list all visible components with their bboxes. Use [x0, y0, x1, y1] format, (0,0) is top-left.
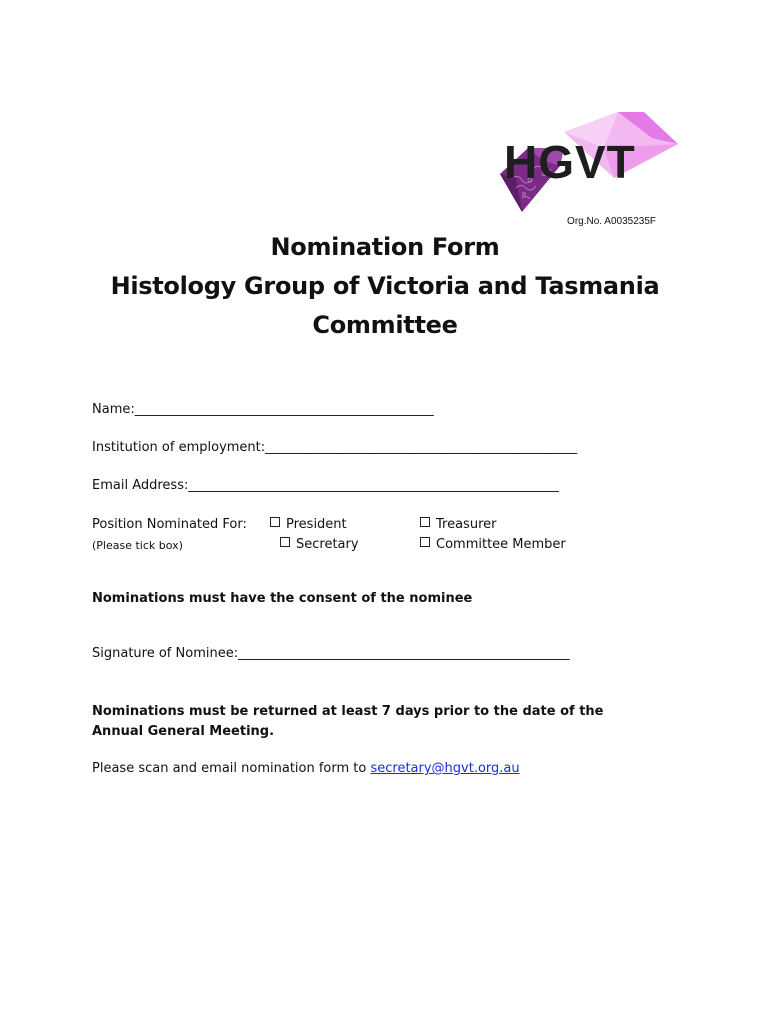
- position-hint: (Please tick box): [92, 539, 183, 552]
- checkbox-icon: [420, 537, 430, 547]
- president-label: President: [286, 517, 347, 532]
- secretary-email-link[interactable]: secretary@hgvt.org.au: [370, 761, 520, 776]
- treasurer-label: Treasurer: [436, 517, 497, 532]
- treasurer-checkbox[interactable]: [420, 517, 496, 532]
- return-deadline-note: Nominations must be returned at least 7 days prior to the date of the Annual General Meeting.: [92, 704, 604, 739]
- form-subtitle-committee: Committee: [312, 311, 458, 339]
- checkbox-icon: [280, 537, 290, 547]
- committee-member-checkbox[interactable]: [420, 537, 566, 552]
- hgvt-logo: [494, 108, 678, 214]
- org-number: Org.No. A0035235F: [567, 216, 656, 227]
- form-subtitle: Histology Group of Victoria and Tasmania: [110, 272, 660, 300]
- committee-member-label: Committee Member: [436, 537, 566, 552]
- checkbox-icon: [270, 517, 280, 527]
- logo-text: HGVT: [504, 136, 636, 188]
- position-label: Position Nominated For:: [92, 517, 247, 532]
- president-checkbox[interactable]: [270, 517, 347, 532]
- name-field[interactable]: Name:______________________________________________: [92, 402, 434, 417]
- form-title: Nomination Form: [270, 233, 500, 261]
- checkbox-icon: [420, 517, 430, 527]
- consent-note: Nominations must have the consent of the nominee: [92, 591, 473, 606]
- secretary-label: Secretary: [296, 537, 359, 552]
- secretary-checkbox[interactable]: [280, 537, 359, 552]
- signature-field[interactable]: Signature of Nominee:___________________________________________________: [92, 646, 570, 661]
- email-field[interactable]: Email Address:_________________________________________________________: [92, 478, 559, 493]
- institution-field[interactable]: Institution of employment:________________________________________________: [92, 440, 578, 455]
- scan-instructions-text: Please scan and email nomination form to: [92, 761, 371, 776]
- scan-instructions: [92, 761, 520, 776]
